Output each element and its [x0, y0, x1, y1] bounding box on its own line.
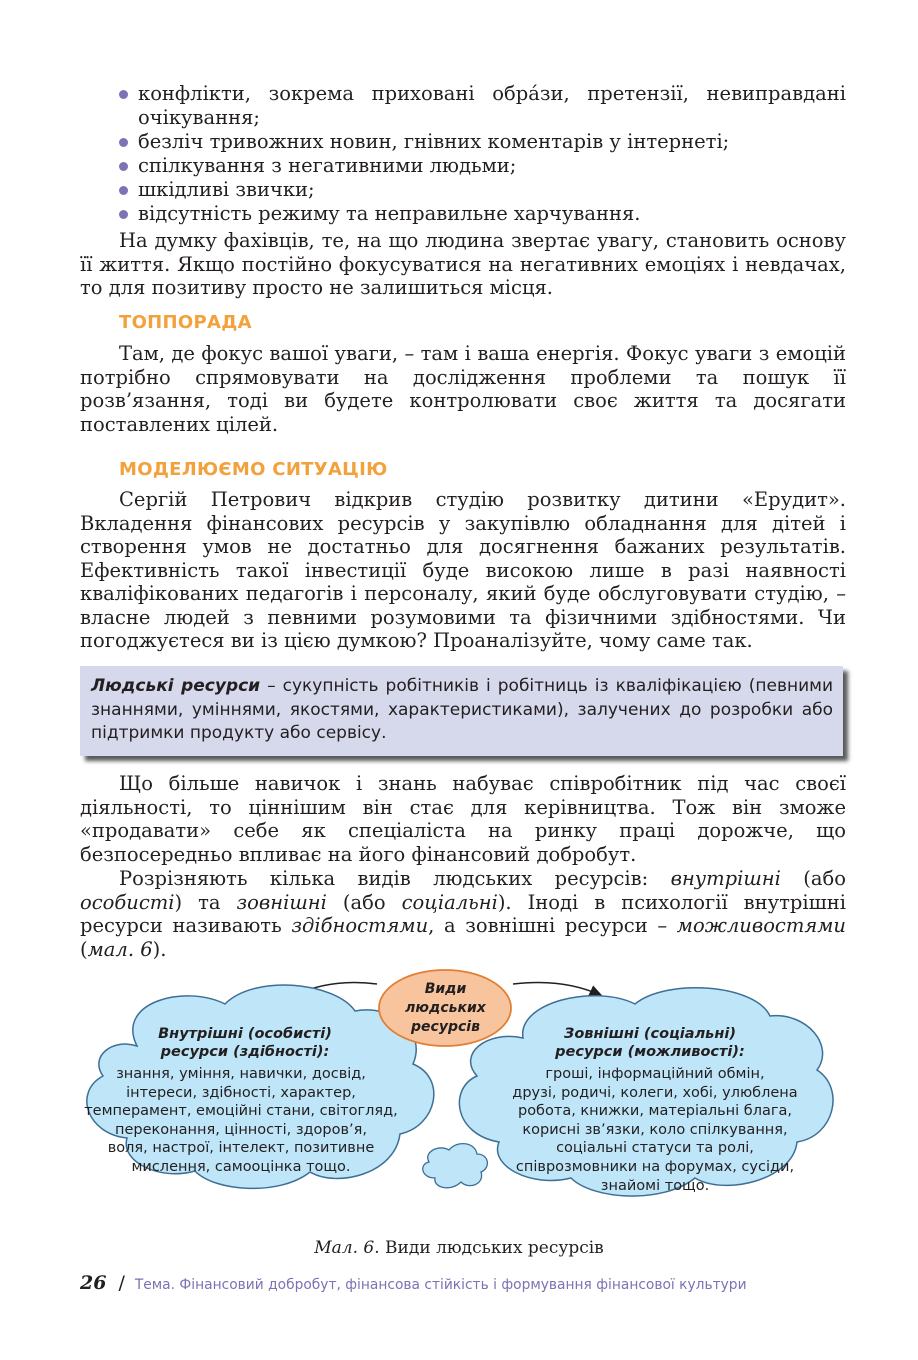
definition-term: Людські ресурси [91, 676, 261, 696]
figure-caption: Мал. 6. Види людських ресурсів [314, 1238, 604, 1258]
resources-diagram [75, 966, 845, 1216]
paragraph-situation: Сергій Петрович відкрив студію розвитку дитини «Ерудит». Вкладення фінансових ресурсів у закупівлю обладнання для дітей і створення умов не достатньо для досягнення бажаних результатів. Ефективність такої інвестиції буде високою лише в разі наявності кваліфікованих педагогів і персоналу, який буде обслуговувати студію, – власне людей з певними розумовими та фізичними здібностями. Чи погоджуєтеся ви із цією думкою? Проаналізуйте, чому саме так. [80, 488, 846, 652]
paragraph-resource-types: Розрізняють кілька видів людських ресурсів: внутрішні (або особисті) та зовнішні (або соціальні). Іноді в психології внутрішні ресурси називають здібностями, а зовнішні ресурси – можливостями (мал. 6). [80, 867, 846, 961]
small-cloud [423, 1144, 488, 1188]
external-resources-title: Зовнішні (соціальні) ресурси (можливості): [555, 1026, 745, 1060]
footer-separator: / [118, 1272, 125, 1294]
paragraph-focus: На думку фахівців, те, на що людина звертає увагу, становить основу її життя. Якщо постійно фокусуватися на негативних емоціях і невдачах, то для позитиву просто не залишиться місця. [80, 229, 846, 299]
footer-topic: Тема. Фінансовий добробут, фінансова стійкість і формування фінансової культури [134, 1277, 747, 1293]
list-item: шкідливі звички; [118, 178, 846, 202]
heading-situation: МОДЕЛЮЄМО СИТУАЦІЮ [119, 459, 388, 480]
internal-resources-title: Внутрішні (особисті) ресурси (здібності): [158, 1026, 332, 1060]
arrow-right [513, 983, 602, 997]
list-item: безліч тривожних новин, гнівних коментарів у інтернеті; [118, 130, 846, 154]
page-footer [80, 1272, 747, 1298]
paragraph-skills: Що більше навичок і знань набуває співробітник під час своєї діяльності, то ціннішим він стає для керівництва. Тож він зможе «продавати» себе як спеціаліста на ринку праці дорожче, що безпосередньо впливає на його фінансовий добробут. [80, 772, 846, 866]
definition-box [80, 666, 843, 756]
heading-topporada: ТОППОРАДА [119, 312, 252, 333]
diagram-center-title: Види людських ресурсів [405, 981, 486, 1035]
list-item: конфлікти, зокрема приховані обра́зи, претензії, невиправдані очікування; [118, 82, 846, 130]
bullet-list [118, 82, 846, 226]
paragraph-advice: Там, де фокус вашої уваги, – там і ваша енергія. Фокус уваги з емоцій потрібно спрямовувати на дослідження проблеми та пошук її розв’язання, тоді ви будете контролювати своє життя та досягати поставлених цілей. [80, 342, 846, 436]
definition-text: – сукупність робітників і робітниць із кваліфікацією (певними знаннями, уміннями, якостями, характеристиками), залучених до розробки або підтримки продукту або сервісу. [91, 676, 833, 743]
list-item: відсутність режиму та неправильне харчування. [118, 202, 846, 226]
external-resources-list: гроші, інформаційний обмін, друзі, родичі, колеги, хобі, улюблена робота, книжки, матеріальні блага, корисні зв’язки, коло спілкування, соціальні статуси та ролі, співрозмовники на форумах, сусіди, знайомі тощо. [512, 1066, 798, 1194]
page-number: 26 [80, 1272, 107, 1294]
list-item: спілкування з негативними людьми; [118, 154, 846, 178]
internal-resources-list: знання, уміння, навички, досвід, інтереси, здібності, характер, темперамент, емоційні стани, світогляд, переконання, цінності, здоров’я, воля, настрої, інтелект, позитивне мислення, самооцінка тощо. [84, 1066, 398, 1175]
